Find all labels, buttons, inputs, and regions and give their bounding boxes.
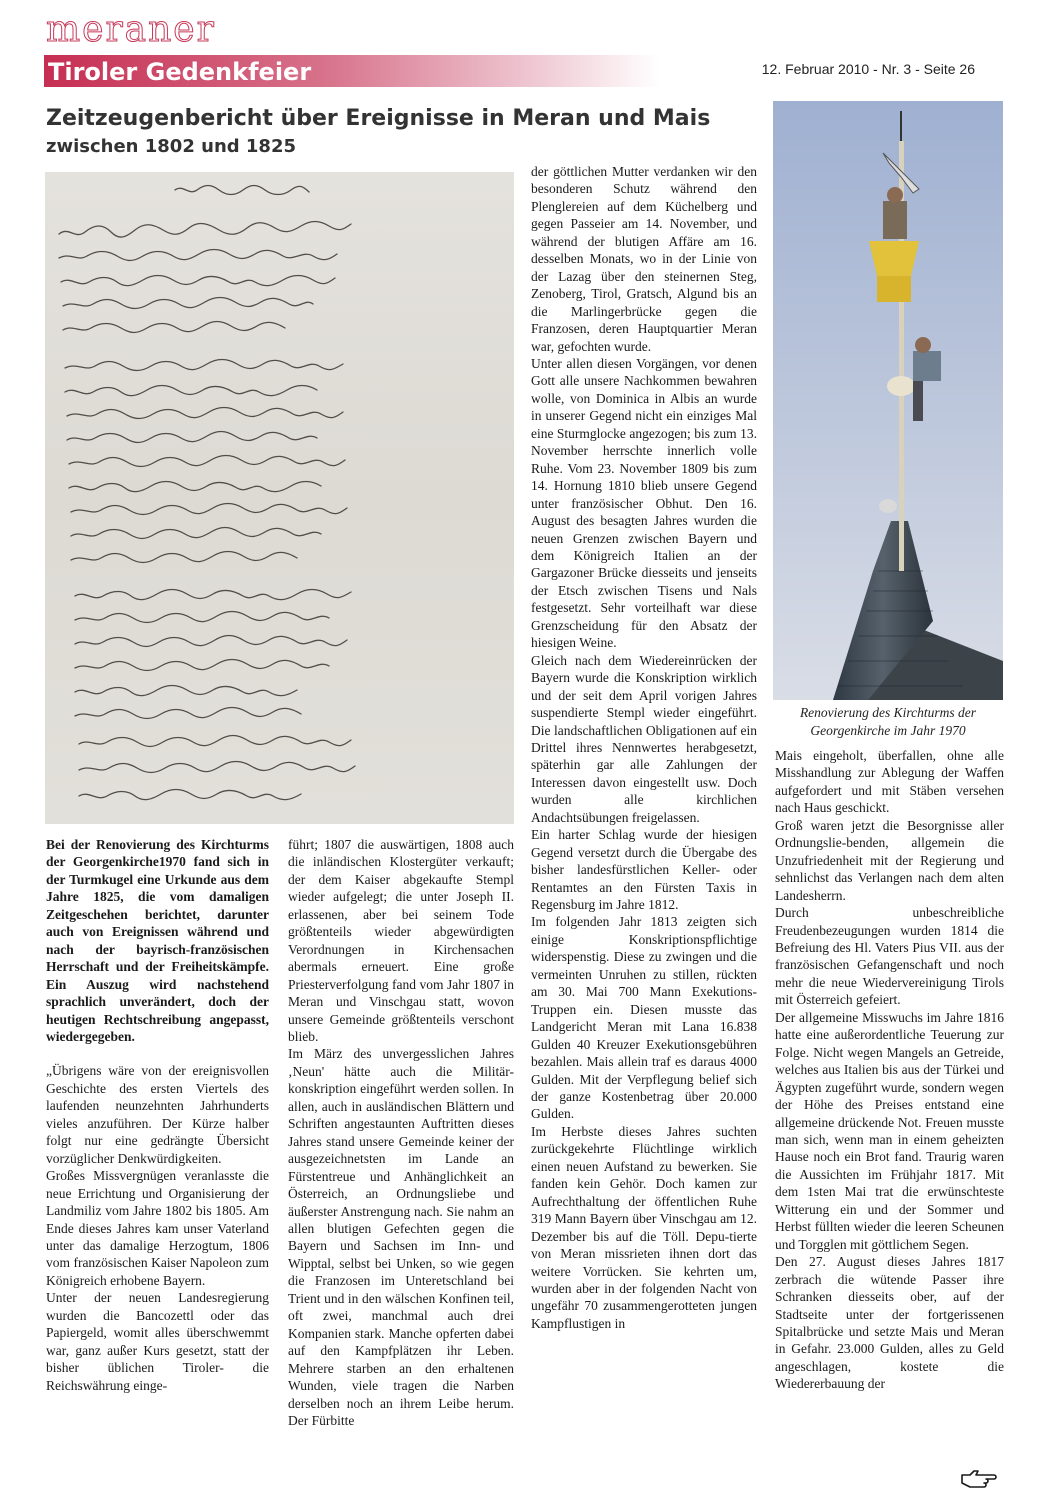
paragraph: „Übrigens wäre von der ereignisvollen Geschichte des ersten Viertels des laufenden neunzehnten Jahrhunderts vieles anzuführen. Der Kürze halber folgt nur eine gedrängte Übersicht vorzüglicher Denkwürdigkeiten.	[46, 1063, 269, 1166]
paragraph: Im Herbste dieses Jahres suchten zurückgekehrte Flüchtlinge wirklich einen neuen Aufstand zu bewerken. Sie fanden kein Gehör. Doch kamen zur Aufrechthaltung der öffentlichen Ruhe 319 Mann Bayern über Vinschgau am 12. Dezember bis auf die Töll. Depu-tierte von Meran missrieten ihnen dort das weitere Vorrücken. Sie kehrten um, wurden aber in der folgenden Nacht von ungefähr 70 zusammengerotteten jungen Kampflustigen in	[531, 1123, 757, 1331]
issue-info: 12. Februar 2010 - Nr. 3 - Seite 26	[761, 61, 975, 77]
paragraph: Großes Missvergnügen veranlasste die neue Errichtung und Organisierung der Landmiliz vom Jahre 1802 bis 1805. Am Ende dieses Jahres kam unser Vaterland unter das damalige Herzogtum, 1806 vom französischen Kaiser Napoleon zum Königreich erhobene Bayern.	[46, 1168, 269, 1288]
article-column-4	[775, 747, 1004, 1393]
paragraph: Im März des unvergesslichen Jahres ‚Neun' hätte auch die Militär-konskription eingeführt werden sollen. In allen, auch in ausländischen Blättern und Schriften angestaunten Auftritten dieses Jahres stand unsere Gemeinde keiner der ausgezeichnetsten im Lande an Fürstentreue und Anhänglichkeit an Österreich, an Ordnungsliebe und äußerster Anstrengung nach. Sie nahm an allen blutigen Gefechten gegen die Bayern und Sachsen im Inn- und Wipptal, selbst bei Unken, so wie gegen die Franzosen im Unteretschland bei Trient und in den wälschen Konfinen teil, oft zwei, manchmal auch drei Kompanien stark. Manche opferten dabei auf den Kampfplätzen ihr Leben. Mehrere starben an den erhaltenen Wunden, viele tragen die Narben derselben noch an ihrem Leibe herum. Der Fürbitte	[288, 1046, 514, 1428]
paragraph: Groß waren jetzt die Besorgnisse aller Ordnungslie-benden, allgemein die Unzufriedenheit mit der Regierung und sehnlichst das Verlangen nach dem alten Landesherrn.	[775, 817, 1004, 903]
pointing-hand-icon[interactable]	[960, 1469, 1000, 1489]
photo-caption-line-1: Renovierung des Kirchturms der	[799, 705, 977, 720]
paragraph: Im folgenden Jahr 1813 zeigten sich einige Konskriptionspflichtige widerspenstig. Diese zu zwingen und die vermeinten Unruhen zu stillen, rückten am 30. Mai 700 Mann Exekutions-Truppen ein. Diesen musste das Landgericht Meran mit Lana 16.838 Gulden 40 Kreuzer Exekutionsgebühren bezahlen. Mais allein traf es daraus 4000 Gulden. Mit der Verpflegung belief sich der ganze Kostenbetrag über 20.000 Gulden.	[531, 914, 757, 1122]
brand-logo: meraner	[46, 9, 216, 50]
manuscript-image	[45, 172, 514, 824]
photo-caption-line-2: Georgenkirche im Jahr 1970	[810, 723, 966, 738]
article-column-3	[531, 163, 757, 1332]
paragraph: Ein harter Schlag wurde der hiesigen Gegend versetzt durch die Übergabe des bisher landesfürstlichen Keller- oder Rentamtes an den Fürsten Taxis in Regensburg im Jahre 1812.	[531, 827, 757, 913]
paragraph: Unter allen diesen Vorgängen, vor denen Gott alle unsere Nachkommen bewahren wolle, von Dominica in Albis an wurde in unserer Gegend nicht ein einziges Mal eine Sturmglocke angezogen; bis zum 13. November herrschte innerlich volle Ruhe. Vom 23. November 1809 bis zum 14. Hornung 1810 blieb unsere Gegend unter französischer Obhut. Den 16. August des besagten Jahres wurden die neuen Grenzen zwischen Bayern und dem Königreich Italien an der Gargazoner Brücke diesseits und jenseits der Etsch zwischen Tisens und Nals festgesetzt. Sehr vorteilhaft war diese Grenzscheidung für den Absatz der hiesigen Weine.	[531, 355, 757, 651]
paragraph-gap	[46, 1045, 269, 1062]
manuscript-scribbles	[45, 172, 514, 824]
article-subtitle: zwischen 1802 und 1825	[46, 136, 297, 157]
article-intro: Bei der Renovierung des Kirchturms der Georgenkirche1970 fand sich in der Turmkugel eine Urkunde aus dem Jahre 1825, die vom damaligen Zeitgeschehen berichtet, darunter auch von Ereignissen während und nach der bayrisch-französischen Herrschaft und der Freiheitskämpfe. Ein Auszug wird nachstehend sprachlich unverändert, doch der heutigen Rechtschreibung angepasst, wiedergegeben.	[46, 837, 269, 1044]
paragraph: Mais eingeholt, überfallen, ohne alle Misshandlung zur Ablegung der Waffen aufgefordert und mit Stäben versehen nach Haus geschickt.	[775, 748, 1004, 816]
paragraph: führt; 1807 die auswärtigen, 1808 auch die inländischen Klostergüter verkauft; der dem Kaiser abgekaufte Stempl wieder aufgelegt; die unter Joseph II. erlassenen, aber bei seinem Tode größtenteils wieder abgewürdigten Verordnungen in Kirchensachen abermals erneuert. Eine große Priesterverfolgung fand vom Jahr 1807 in Meran und Vinschgau statt, wovon unsere Gemeinde größtenteils verschont blieb.	[288, 837, 514, 1044]
photo-drawing	[773, 101, 1003, 700]
article-column-1	[46, 836, 269, 1394]
paragraph: Unter der neuen Landesregierung wurden die Bancozettl oder das Papiergeld, womit alles überschwemmt war, ganz außer Kurs gesetzt, statt der bisher üblichen Tiroler- die Reichswährung einge-	[46, 1290, 269, 1393]
photo-caption	[773, 704, 1003, 740]
section-title: Tiroler Gedenkfeier	[48, 58, 312, 86]
paragraph: der göttlichen Mutter verdanken wir den besonderen Schutz während den Plenglereien auf dem Küchelberg und gegen Passeier am 14. November, und während der blutigen Affäre am 16. desselben Monats, wo in der Linie von der Lazag über den steinernen Steg, Zenoberg, Tirol, Gratsch, Algund bis an die Marlingerbrücke gegen die Franzosen, deren Hauptquartier Meran war, gefochten wurde.	[531, 164, 757, 354]
paragraph: Den 27. August dieses Jahres 1817 zerbrach die wütende Passer ihre Schranken diesseits ober, auf der Stadtseite unter der fortgerissenen Spitalbrücke und setzte Mais und Meran in Gefahr. 23.000 Gulden, alles zu Geld angeschlagen, kostete die Wiedererbauung der	[775, 1254, 1004, 1392]
church-tower-photo	[773, 101, 1003, 700]
article-title: Zeitzeugenbericht über Ereignisse in Meran und Mais	[46, 106, 711, 131]
paragraph: Durch unbeschreibliche Freudenbezeugungen wurden 1814 die Befreiung des Hl. Vaters Pius VII. aus der französischen Gefangenschaft und noch mehr die neue Wiedervereinigung Tirols mit Österreich gefeiert.	[775, 905, 1004, 1008]
paragraph: Gleich nach dem Wiedereinrücken der Bayern wurde die Konskription wirklich und der seit dem April vorigen Jahres suspendierte Stempl wieder eingeführt. Die landschaftlichen Obligationen auf ein Drittel ihres Nennwertes herabgesetzt, späterhin gar alle Zahlungen der Interessen davon eingestellt usw. Doch wurden alle kirchlichen Andachtsübungen freigelassen.	[531, 652, 757, 825]
article-column-2	[288, 836, 514, 1429]
paragraph: Der allgemeine Misswuchs im Jahre 1816 hatte eine außerordentliche Teuerung zur Folge. Nicht wegen Mangels an Getreide, welches aus Italien bis aus der Türkei und Ägypten zugeführt wurde, sondern wegen der Höhe des Preises entstand eine allgemeine drückende Not. Freuen musste man sich, wenn man in einem geheizten Hause noch ein Brot fand. Traurig waren die Aussichten im Frühjahr 1817. Mit dem 1sten Mai trat die erwünschteste Witterung ein und der Sommer und Herbst füllten wieder die leeren Scheunen und Torgglen mit göttlichem Segen.	[775, 1009, 1004, 1252]
